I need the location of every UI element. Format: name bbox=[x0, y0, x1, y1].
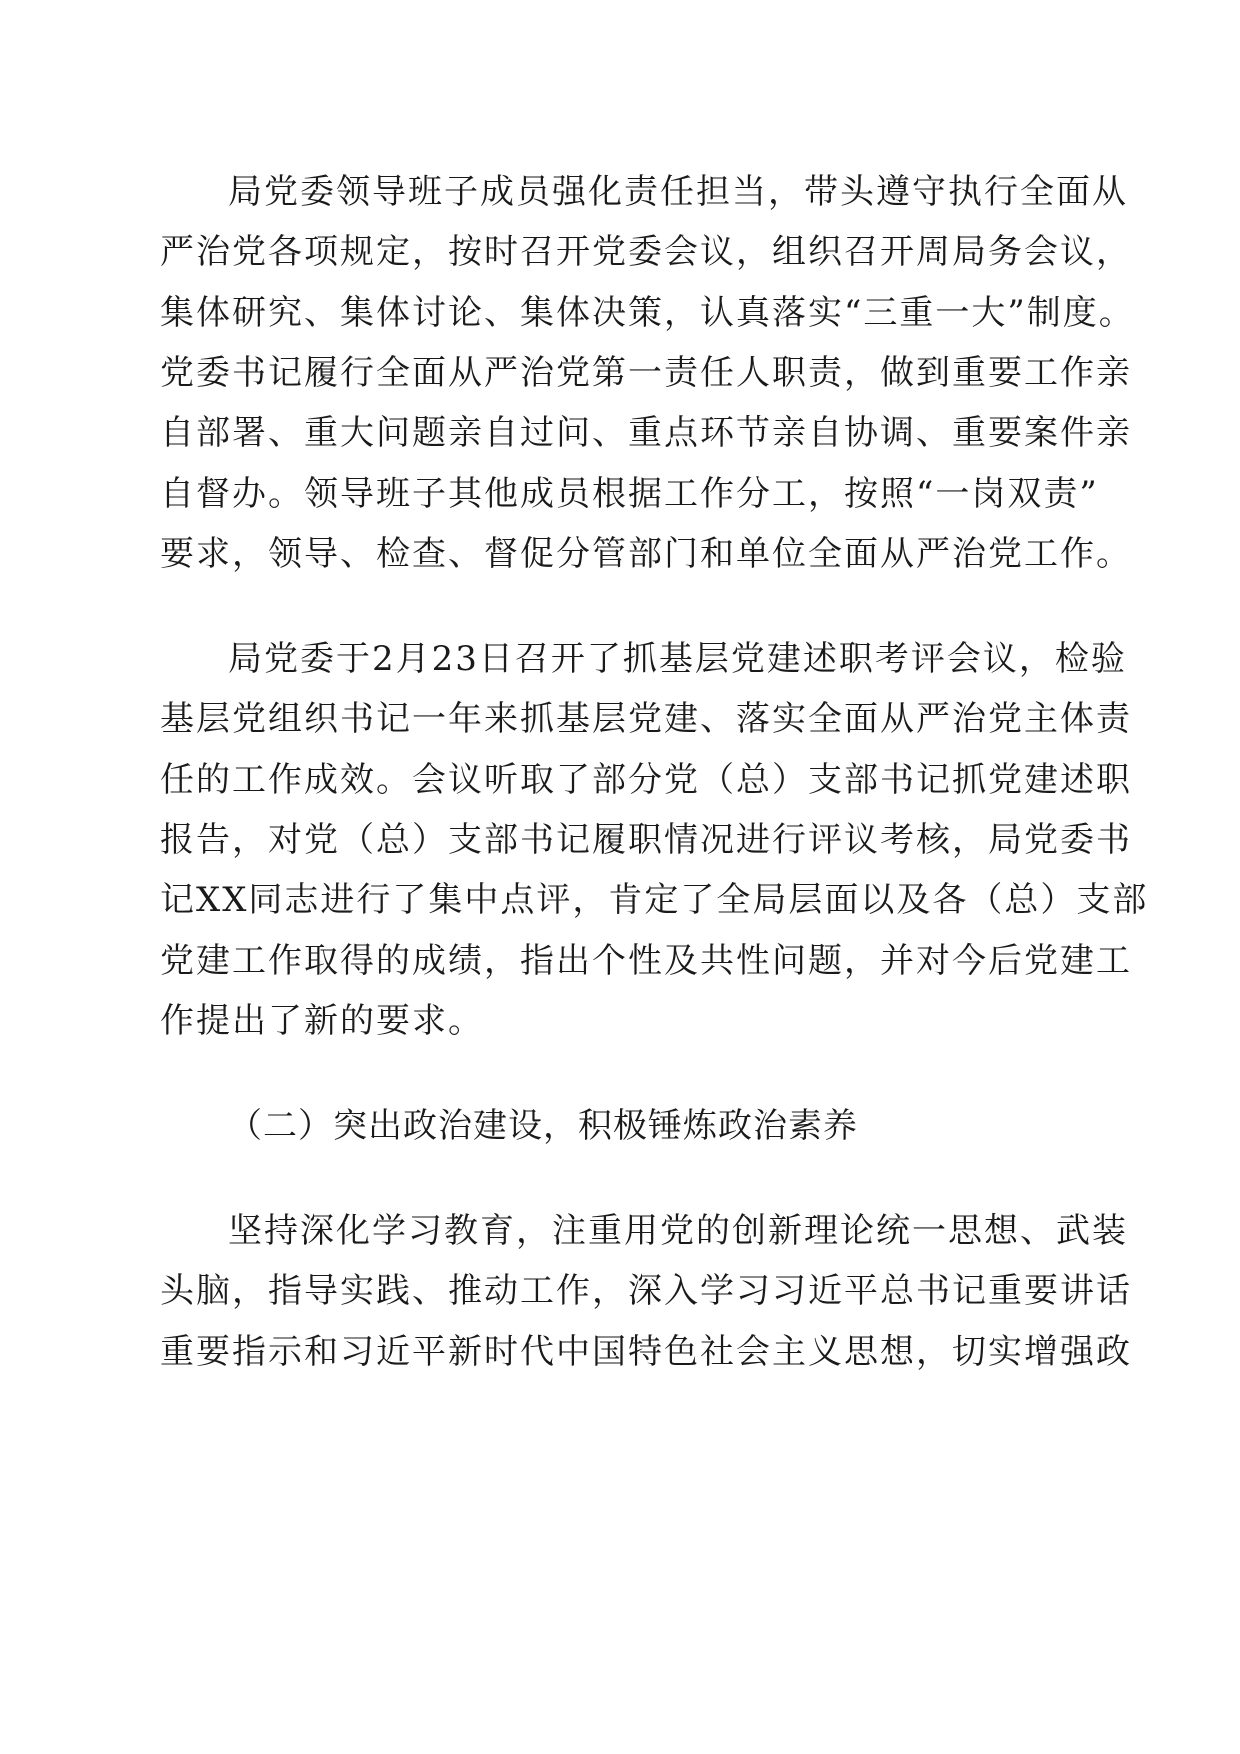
paragraph-1-line-2: 严治党各项规定，按时召开党委会议，组织召开周局务会议， bbox=[160, 232, 1132, 272]
paragraph-1-line-3: 集体研究、集体讨论、集体决策，认真落实“三重一大”制度。 bbox=[160, 293, 1135, 333]
paragraph-2-line-2: 基层党组织书记一年来抓基层党建、落实全面从严治党主体责 bbox=[160, 699, 1132, 739]
paragraph-1-line-6: 自督办。领导班子其他成员根据工作分工，按照“一岗双责” bbox=[160, 474, 1099, 514]
section-heading: （二）突出政治建设，积极锤炼政治素养 bbox=[228, 1106, 858, 1146]
paragraph-3-line-3: 重要指示和习近平新时代中国特色社会主义思想，切实增强政 bbox=[160, 1332, 1132, 1372]
paragraph-2-line-4: 报告，对党（总）支部书记履职情况进行评议考核，局党委书 bbox=[160, 820, 1132, 860]
paragraph-3-line-2: 头脑，指导实践、推动工作，深入学习习近平总书记重要讲话 bbox=[160, 1271, 1132, 1311]
paragraph-3-line-1: 坚持深化学习教育，注重用党的创新理论统一思想、武装 bbox=[228, 1211, 1128, 1251]
paragraph-2-line-7: 作提出了新的要求。 bbox=[160, 1001, 484, 1041]
paragraph-2-line-3: 任的工作成效。会议听取了部分党（总）支部书记抓党建述职 bbox=[160, 760, 1132, 800]
paragraph-2-line-1: 局党委于2月23日召开了抓基层党建述职考评会议，检验 bbox=[228, 639, 1127, 679]
paragraph-1-line-1: 局党委领导班子成员强化责任担当，带头遵守执行全面从 bbox=[228, 172, 1128, 212]
paragraph-1-line-5: 自部署、重大问题亲自过问、重点环节亲自协调、重要案件亲 bbox=[160, 413, 1132, 453]
paragraph-1-line-4: 党委书记履行全面从严治党第一责任人职责，做到重要工作亲 bbox=[160, 353, 1132, 393]
paragraph-2-line-6: 党建工作取得的成绩，指出个性及共性问题，并对今后党建工 bbox=[160, 941, 1132, 981]
paragraph-1-line-7: 要求，领导、检查、督促分管部门和单位全面从严治党工作。 bbox=[160, 534, 1132, 574]
paragraph-2-line-5: 记XX同志进行了集中点评，肯定了全局层面以及各（总）支部 bbox=[160, 880, 1149, 920]
